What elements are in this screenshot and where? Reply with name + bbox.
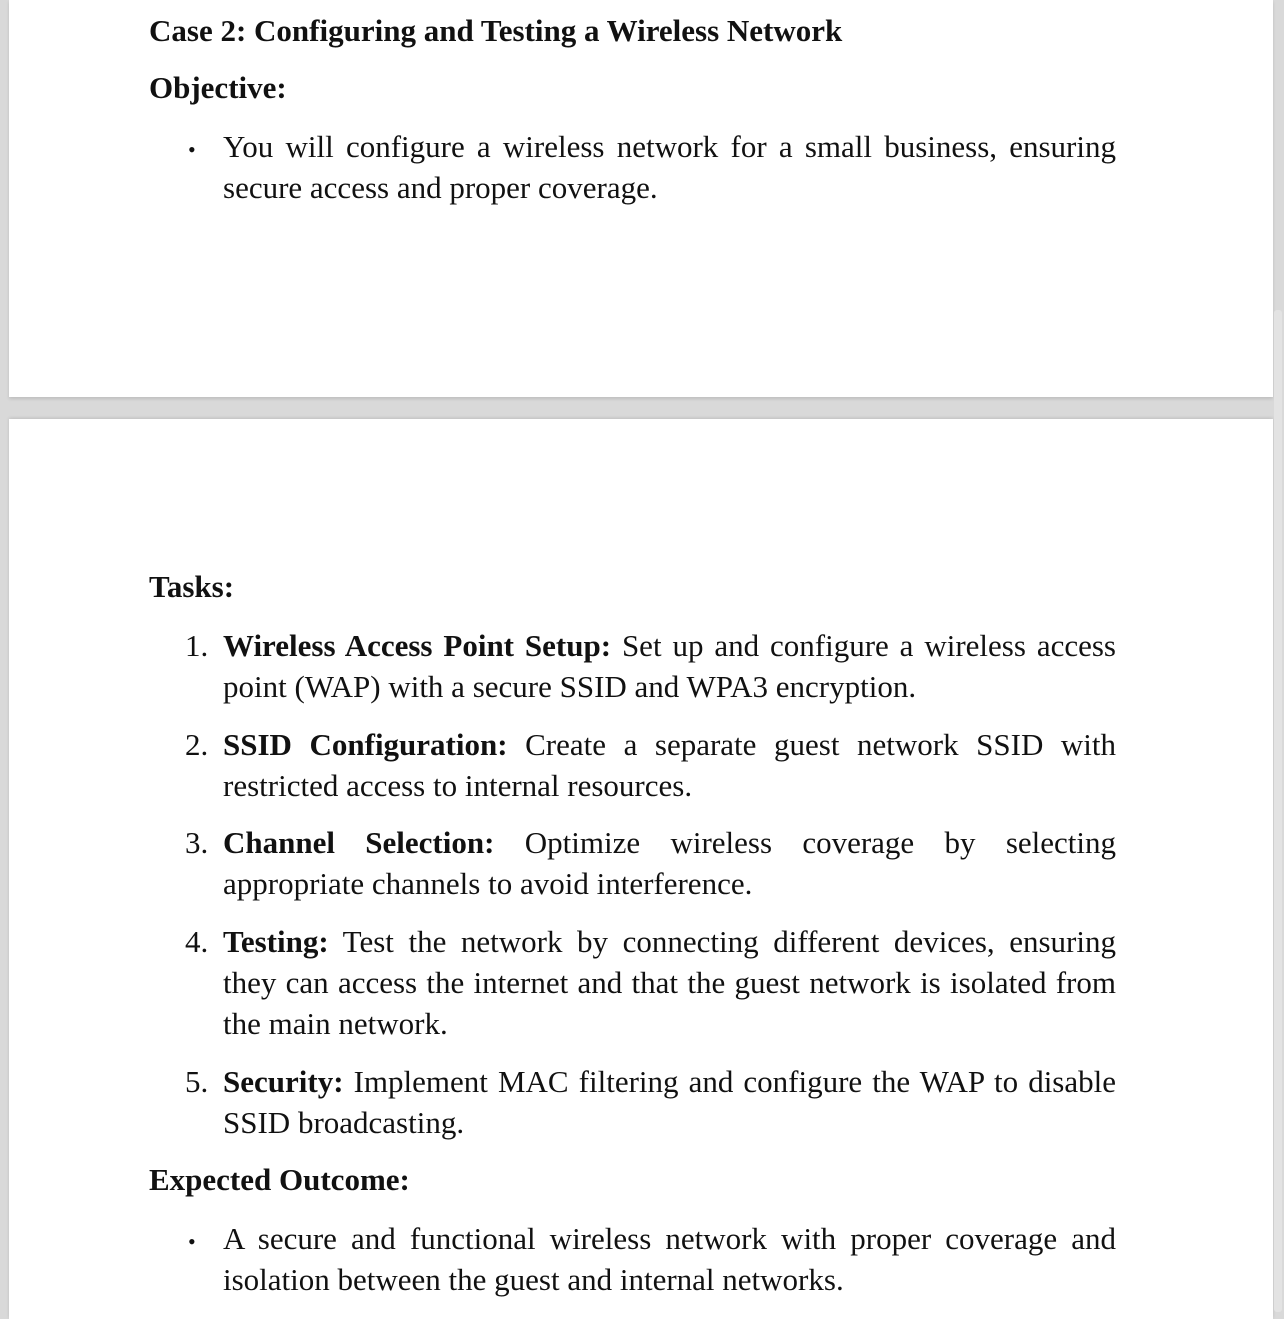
document-title: Case 2: Configuring and Testing a Wireless Network	[149, 13, 843, 48]
task-number: 2.	[185, 727, 209, 762]
task-label: Channel Selection:	[223, 825, 495, 860]
outcome-bullet: •	[188, 1229, 196, 1254]
task-text: Optimize wireless coverage by selecting appropriate channels to avoid interference.	[223, 825, 1117, 901]
objective-text: You will configure a wireless network for a small business, ensuring secure access and proper coverage.	[223, 129, 1116, 205]
task-number: 1.	[185, 628, 209, 663]
task-number: 3.	[185, 825, 209, 860]
task-text: Set up and configure a wireless access point (WAP) with a secure SSID and WPA3 encryption.	[223, 628, 1116, 704]
task-item	[223, 724, 1116, 806]
expected-outcome-heading: Expected Outcome:	[149, 1162, 410, 1197]
expected-outcome-text: A secure and functional wireless network with proper coverage and isolation between the guest and internal networks.	[223, 1221, 1116, 1297]
tasks-heading: Tasks:	[149, 569, 235, 604]
objective-bullet: •	[188, 137, 196, 162]
task-item	[223, 625, 1116, 707]
task-text: Test the network by connecting different devices, ensuring they can access the internet and that the guest network is isolated from the main network.	[223, 924, 1116, 1041]
task-label: Testing:	[223, 924, 329, 959]
task-item	[223, 822, 1116, 904]
vertical-scrollbar[interactable]	[1274, 310, 1282, 1312]
task-number: 5.	[185, 1064, 209, 1099]
task-item	[223, 921, 1116, 1044]
task-label: Security:	[223, 1064, 344, 1099]
task-text: Create a separate guest network SSID with restricted access to internal resources.	[223, 727, 1116, 803]
task-label: Wireless Access Point Setup:	[223, 628, 612, 663]
task-item	[223, 1061, 1116, 1143]
task-number: 4.	[185, 924, 209, 959]
objective-heading: Objective:	[149, 70, 287, 105]
task-text: Implement MAC filtering and configure the WAP to disable SSID broadcasting.	[223, 1064, 1116, 1140]
task-label: SSID Configuration:	[223, 727, 508, 762]
